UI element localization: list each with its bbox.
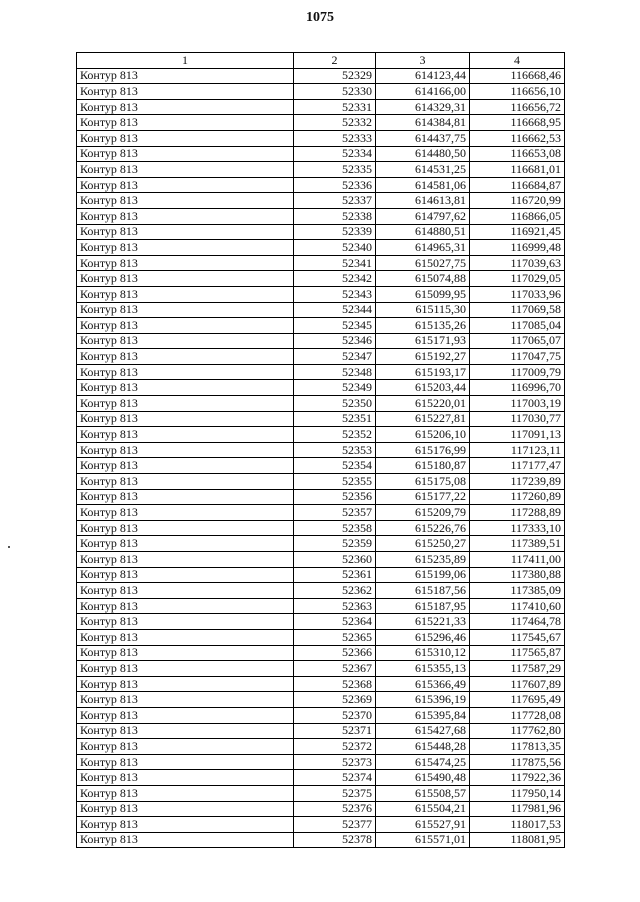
table-body [77,68,565,848]
x-coordinate-cell: 615099,95 [376,286,470,302]
contour-name-cell: Контур 813 [77,801,294,817]
y-coordinate-cell: 117123,11 [470,442,565,458]
y-coordinate-cell: 117239,89 [470,474,565,490]
y-coordinate-cell: 117464,78 [470,614,565,630]
x-coordinate-cell: 615180,87 [376,458,470,474]
contour-name-cell: Контур 813 [77,645,294,661]
table-row [77,723,565,739]
table-row [77,130,565,146]
point-number-cell: 52377 [294,817,376,833]
x-coordinate-cell: 615366,49 [376,676,470,692]
y-coordinate-cell: 117030,77 [470,411,565,427]
table-row [77,193,565,209]
y-coordinate-cell: 117069,58 [470,302,565,318]
x-coordinate-cell: 614480,50 [376,146,470,162]
table-row [77,442,565,458]
contour-name-cell: Контур 813 [77,380,294,396]
x-coordinate-cell: 615203,44 [376,380,470,396]
y-coordinate-cell: 117260,89 [470,489,565,505]
point-number-cell: 52365 [294,629,376,645]
point-number-cell: 52349 [294,380,376,396]
point-number-cell: 52357 [294,505,376,521]
point-number-cell: 52358 [294,520,376,536]
y-coordinate-cell: 117009,79 [470,364,565,380]
y-coordinate-cell: 117545,67 [470,629,565,645]
point-number-cell: 52331 [294,99,376,115]
point-number-cell: 52339 [294,224,376,240]
contour-name-cell: Контур 813 [77,739,294,755]
contour-name-cell: Контур 813 [77,458,294,474]
contour-name-cell: Контур 813 [77,224,294,240]
x-coordinate-cell: 615199,06 [376,567,470,583]
y-coordinate-cell: 117607,89 [470,676,565,692]
point-number-cell: 52341 [294,255,376,271]
point-number-cell: 52354 [294,458,376,474]
table-row [77,489,565,505]
x-coordinate-cell: 615209,79 [376,505,470,521]
contour-name-cell: Контур 813 [77,396,294,412]
y-coordinate-cell: 116866,05 [470,208,565,224]
contour-name-cell: Контур 813 [77,130,294,146]
x-coordinate-cell: 614166,00 [376,84,470,100]
contour-name-cell: Контур 813 [77,364,294,380]
contour-name-cell: Контур 813 [77,115,294,131]
contour-name-cell: Контур 813 [77,692,294,708]
contour-name-cell: Контур 813 [77,770,294,786]
table-row [77,162,565,178]
contour-name-cell: Контур 813 [77,723,294,739]
contour-name-cell: Контур 813 [77,146,294,162]
table-row [77,785,565,801]
point-number-cell: 52360 [294,552,376,568]
point-number-cell: 52350 [294,396,376,412]
scan-speck [8,546,10,548]
point-number-cell: 52362 [294,583,376,599]
x-coordinate-cell: 615310,12 [376,645,470,661]
point-number-cell: 52335 [294,162,376,178]
contour-name-cell: Контур 813 [77,552,294,568]
point-number-cell: 52329 [294,68,376,84]
table-row [77,598,565,614]
x-coordinate-cell: 614437,75 [376,130,470,146]
table-row [77,692,565,708]
point-number-cell: 52353 [294,442,376,458]
x-coordinate-cell: 615395,84 [376,707,470,723]
contour-name-cell: Контур 813 [77,629,294,645]
x-coordinate-cell: 615176,99 [376,442,470,458]
point-number-cell: 52332 [294,115,376,131]
contour-name-cell: Контур 813 [77,240,294,256]
x-coordinate-cell: 615220,01 [376,396,470,412]
contour-name-cell: Контур 813 [77,271,294,287]
x-coordinate-cell: 615490,48 [376,770,470,786]
x-coordinate-cell: 614880,51 [376,224,470,240]
point-number-cell: 52376 [294,801,376,817]
contour-name-cell: Контур 813 [77,817,294,833]
table-row [77,271,565,287]
x-coordinate-cell: 614329,31 [376,99,470,115]
table-row [77,832,565,848]
table-row [77,458,565,474]
table-row [77,739,565,755]
x-coordinate-cell: 615527,91 [376,817,470,833]
x-coordinate-cell: 615504,21 [376,801,470,817]
table-row [77,302,565,318]
y-coordinate-cell: 117813,35 [470,739,565,755]
contour-name-cell: Контур 813 [77,411,294,427]
y-coordinate-cell: 117922,36 [470,770,565,786]
point-number-cell: 52378 [294,832,376,848]
x-coordinate-cell: 615193,17 [376,364,470,380]
table-row [77,536,565,552]
y-coordinate-cell: 117875,56 [470,754,565,770]
point-number-cell: 52340 [294,240,376,256]
x-coordinate-cell: 614123,44 [376,68,470,84]
x-coordinate-cell: 615508,57 [376,785,470,801]
contour-name-cell: Контур 813 [77,302,294,318]
y-coordinate-cell: 116996,70 [470,380,565,396]
table-row [77,474,565,490]
y-coordinate-cell: 117047,75 [470,349,565,365]
x-coordinate-cell: 615206,10 [376,427,470,443]
point-number-cell: 52352 [294,427,376,443]
y-coordinate-cell: 116662,53 [470,130,565,146]
contour-name-cell: Контур 813 [77,99,294,115]
y-coordinate-cell: 117033,96 [470,286,565,302]
point-number-cell: 52373 [294,754,376,770]
point-number-cell: 52333 [294,130,376,146]
contour-name-cell: Контур 813 [77,318,294,334]
point-number-cell: 52355 [294,474,376,490]
y-coordinate-cell: 117762,80 [470,723,565,739]
x-coordinate-cell: 615396,19 [376,692,470,708]
y-coordinate-cell: 116656,10 [470,84,565,100]
x-coordinate-cell: 615135,26 [376,318,470,334]
contour-name-cell: Контур 813 [77,754,294,770]
y-coordinate-cell: 117385,09 [470,583,565,599]
y-coordinate-cell: 116668,46 [470,68,565,84]
table-row [77,567,565,583]
point-number-cell: 52371 [294,723,376,739]
point-number-cell: 52374 [294,770,376,786]
y-coordinate-cell: 116668,95 [470,115,565,131]
y-coordinate-cell: 117411,00 [470,552,565,568]
table-row [77,520,565,536]
table-row [77,115,565,131]
contour-name-cell: Контур 813 [77,614,294,630]
point-number-cell: 52336 [294,177,376,193]
table-row [77,754,565,770]
table-row [77,676,565,692]
table-row [77,177,565,193]
y-coordinate-cell: 117565,87 [470,645,565,661]
contour-name-cell: Контур 813 [77,208,294,224]
y-coordinate-cell: 117333,10 [470,520,565,536]
x-coordinate-cell: 615221,33 [376,614,470,630]
y-coordinate-cell: 116653,08 [470,146,565,162]
x-coordinate-cell: 614531,25 [376,162,470,178]
y-coordinate-cell: 118081,95 [470,832,565,848]
table-row [77,380,565,396]
x-coordinate-cell: 615474,25 [376,754,470,770]
y-coordinate-cell: 117410,60 [470,598,565,614]
table-row [77,411,565,427]
table-row [77,707,565,723]
column-header-1: 1 [77,53,294,69]
table-row [77,224,565,240]
y-coordinate-cell: 117728,08 [470,707,565,723]
contour-name-cell: Контур 813 [77,427,294,443]
contour-name-cell: Контур 813 [77,349,294,365]
y-coordinate-cell: 117003,19 [470,396,565,412]
y-coordinate-cell: 117091,13 [470,427,565,443]
contour-name-cell: Контур 813 [77,68,294,84]
x-coordinate-cell: 614581,06 [376,177,470,193]
x-coordinate-cell: 615448,28 [376,739,470,755]
contour-name-cell: Контур 813 [77,177,294,193]
contour-name-cell: Контур 813 [77,193,294,209]
point-number-cell: 52348 [294,364,376,380]
x-coordinate-cell: 615171,93 [376,333,470,349]
contour-name-cell: Контур 813 [77,583,294,599]
point-number-cell: 52344 [294,302,376,318]
point-number-cell: 52347 [294,349,376,365]
table-row [77,349,565,365]
table-row [77,629,565,645]
contour-name-cell: Контур 813 [77,676,294,692]
table-row [77,318,565,334]
point-number-cell: 52363 [294,598,376,614]
y-coordinate-cell: 117695,49 [470,692,565,708]
table-row [77,817,565,833]
x-coordinate-cell: 615175,08 [376,474,470,490]
table-header-row [77,53,565,69]
column-header-4: 4 [470,53,565,69]
table-row [77,505,565,521]
y-coordinate-cell: 117981,96 [470,801,565,817]
table-row [77,286,565,302]
y-coordinate-cell: 117389,51 [470,536,565,552]
page-number: 1075 [306,10,334,25]
contour-name-cell: Контур 813 [77,286,294,302]
x-coordinate-cell: 614965,31 [376,240,470,256]
point-number-cell: 52361 [294,567,376,583]
table-row [77,801,565,817]
point-number-cell: 52366 [294,645,376,661]
x-coordinate-cell: 615355,13 [376,661,470,677]
point-number-cell: 52343 [294,286,376,302]
point-number-cell: 52351 [294,411,376,427]
table-row [77,661,565,677]
table-row [77,146,565,162]
table-row [77,614,565,630]
y-coordinate-cell: 116681,01 [470,162,565,178]
table-row [77,396,565,412]
table-row [77,333,565,349]
x-coordinate-cell: 614384,81 [376,115,470,131]
contour-name-cell: Контур 813 [77,536,294,552]
x-coordinate-cell: 615187,95 [376,598,470,614]
y-coordinate-cell: 117950,14 [470,785,565,801]
point-number-cell: 52338 [294,208,376,224]
y-coordinate-cell: 116656,72 [470,99,565,115]
x-coordinate-cell: 615235,89 [376,552,470,568]
x-coordinate-cell: 615177,22 [376,489,470,505]
y-coordinate-cell: 117288,89 [470,505,565,521]
contour-name-cell: Контур 813 [77,84,294,100]
point-number-cell: 52375 [294,785,376,801]
y-coordinate-cell: 117039,63 [470,255,565,271]
table-row [77,645,565,661]
table-row [77,583,565,599]
point-number-cell: 52342 [294,271,376,287]
point-number-cell: 52364 [294,614,376,630]
x-coordinate-cell: 615250,27 [376,536,470,552]
point-number-cell: 52367 [294,661,376,677]
x-coordinate-cell: 615187,56 [376,583,470,599]
x-coordinate-cell: 615074,88 [376,271,470,287]
y-coordinate-cell: 116684,87 [470,177,565,193]
column-header-3: 3 [376,53,470,69]
contour-name-cell: Контур 813 [77,785,294,801]
y-coordinate-cell: 117085,04 [470,318,565,334]
x-coordinate-cell: 615571,01 [376,832,470,848]
table-row [77,552,565,568]
y-coordinate-cell: 117587,29 [470,661,565,677]
point-number-cell: 52330 [294,84,376,100]
y-coordinate-cell: 117065,07 [470,333,565,349]
y-coordinate-cell: 118017,53 [470,817,565,833]
table-row [77,208,565,224]
point-number-cell: 52368 [294,676,376,692]
table-row [77,99,565,115]
contour-name-cell: Контур 813 [77,442,294,458]
table-row [77,240,565,256]
y-coordinate-cell: 116720,99 [470,193,565,209]
column-header-2: 2 [294,53,376,69]
y-coordinate-cell: 117177,47 [470,458,565,474]
point-number-cell: 52334 [294,146,376,162]
contour-name-cell: Контур 813 [77,520,294,536]
x-coordinate-cell: 615192,27 [376,349,470,365]
contour-name-cell: Контур 813 [77,255,294,271]
x-coordinate-cell: 615027,75 [376,255,470,271]
table-row [77,68,565,84]
table-row [77,364,565,380]
contour-name-cell: Контур 813 [77,598,294,614]
x-coordinate-cell: 615226,76 [376,520,470,536]
contour-name-cell: Контур 813 [77,707,294,723]
x-coordinate-cell: 615427,68 [376,723,470,739]
contour-name-cell: Контур 813 [77,567,294,583]
point-number-cell: 52356 [294,489,376,505]
point-number-cell: 52345 [294,318,376,334]
table-row [77,255,565,271]
contour-name-cell: Контур 813 [77,832,294,848]
contour-name-cell: Контур 813 [77,474,294,490]
point-number-cell: 52369 [294,692,376,708]
x-coordinate-cell: 615115,30 [376,302,470,318]
point-number-cell: 52359 [294,536,376,552]
x-coordinate-cell: 614797,62 [376,208,470,224]
x-coordinate-cell: 614613,81 [376,193,470,209]
coordinates-table [76,52,565,848]
table-row [77,770,565,786]
y-coordinate-cell: 117380,88 [470,567,565,583]
point-number-cell: 52337 [294,193,376,209]
y-coordinate-cell: 116921,45 [470,224,565,240]
table-row [77,84,565,100]
x-coordinate-cell: 615227,81 [376,411,470,427]
y-coordinate-cell: 116999,48 [470,240,565,256]
contour-name-cell: Контур 813 [77,505,294,521]
y-coordinate-cell: 117029,05 [470,271,565,287]
contour-name-cell: Контур 813 [77,661,294,677]
contour-name-cell: Контур 813 [77,489,294,505]
contour-name-cell: Контур 813 [77,162,294,178]
x-coordinate-cell: 615296,46 [376,629,470,645]
table-row [77,427,565,443]
point-number-cell: 52370 [294,707,376,723]
point-number-cell: 52346 [294,333,376,349]
contour-name-cell: Контур 813 [77,333,294,349]
point-number-cell: 52372 [294,739,376,755]
